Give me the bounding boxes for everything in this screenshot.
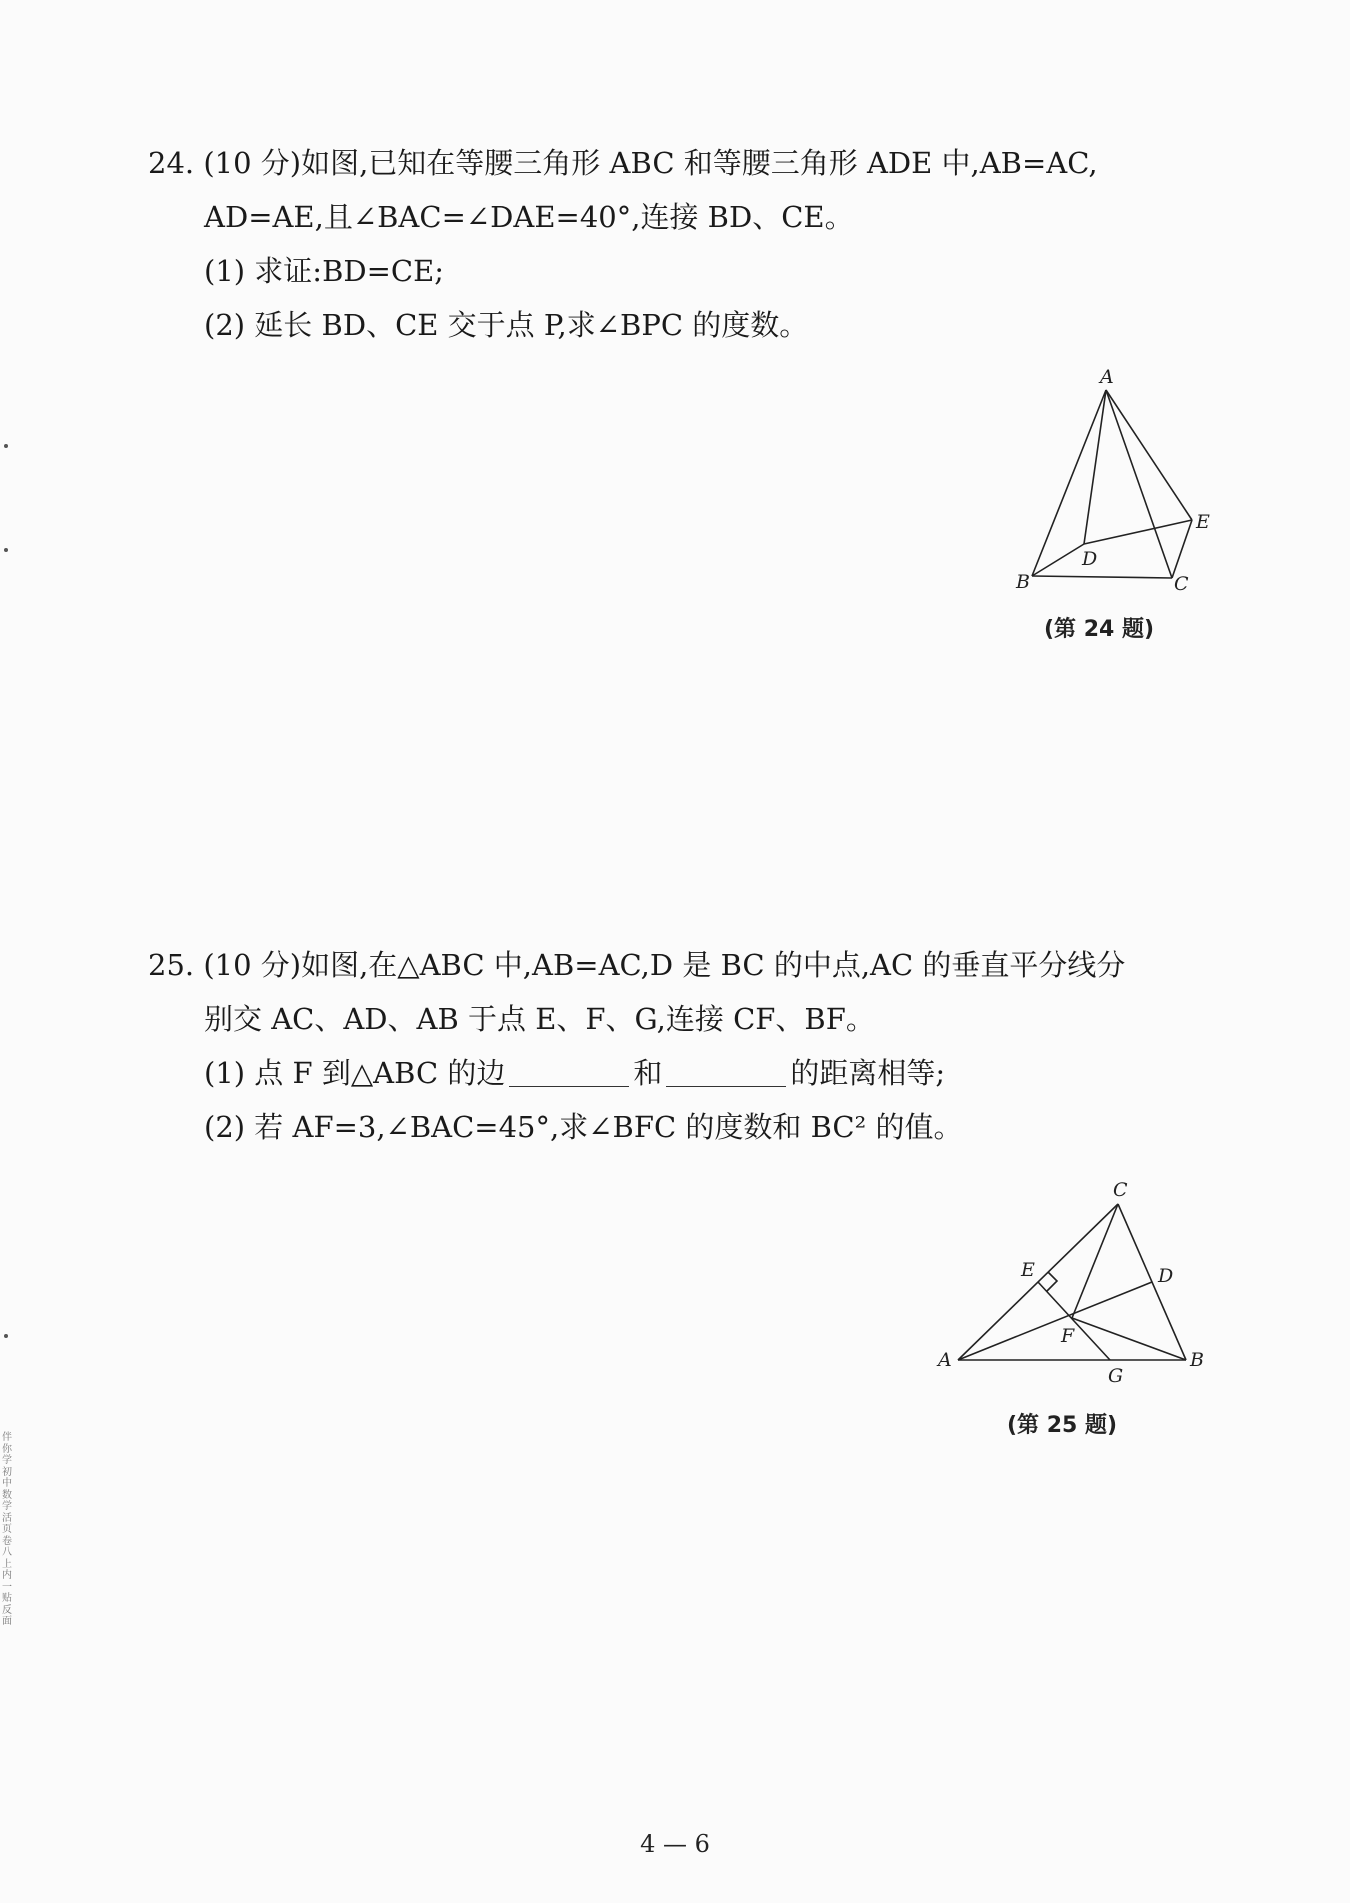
label-B: B bbox=[1190, 1349, 1204, 1371]
problem-24-line-2: AD=AE,且∠BAC=∠DAE=40°,连接 BD、CE。 bbox=[204, 200, 854, 234]
problem-25-part-2: (2) 若 AF=3,∠BAC=45°,求∠BFC 的度数和 BC² 的值。 bbox=[204, 1110, 963, 1144]
figure-25-caption: (第 25 题) bbox=[1007, 1413, 1118, 1438]
page-number: 4 — 6 bbox=[640, 1830, 710, 1858]
label-F: F bbox=[1061, 1325, 1075, 1347]
part-1-text-before: (1) 点 F 到△ABC 的边 bbox=[204, 1056, 506, 1090]
problem-24-line-1: 24. (10 分)如图,已知在等腰三角形 ABC 和等腰三角形 ADE 中,AB=AC, bbox=[148, 146, 1098, 180]
problem-25-line-2: 别交 AC、AD、AB 于点 E、F、G,连接 CF、BF。 bbox=[204, 1002, 875, 1036]
answer-blank-2[interactable] bbox=[666, 1056, 786, 1087]
problem-25-part-1 bbox=[148, 1046, 1228, 1100]
label-C: C bbox=[1113, 1179, 1128, 1201]
label-B: B bbox=[1016, 571, 1030, 593]
label-E: E bbox=[1021, 1259, 1035, 1281]
figure-24-caption: (第 24 题) bbox=[1044, 617, 1155, 642]
problem-25 bbox=[148, 938, 1228, 1154]
part-1-text-middle: 和 bbox=[633, 1056, 663, 1090]
problem-25-line-1: 25. (10 分)如图,在△ABC 中,AB=AC,D 是 BC 的中点,AC 的垂直平分线分 bbox=[148, 948, 1126, 982]
answer-blank-1[interactable] bbox=[509, 1056, 629, 1087]
binding-mark bbox=[4, 1334, 8, 1338]
label-A: A bbox=[1100, 366, 1114, 388]
figure-24-diagram bbox=[1000, 368, 1220, 598]
side-binding-text: 伴你学初中数学活页卷八上内一贴反面 bbox=[2, 1432, 12, 1627]
figure-25-diagram bbox=[930, 1178, 1210, 1398]
figure-25 bbox=[930, 1178, 1210, 1398]
problem-24 bbox=[148, 136, 1228, 352]
label-A: A bbox=[938, 1349, 952, 1371]
part-1-text-after: 的距离相等; bbox=[790, 1056, 946, 1090]
label-D: D bbox=[1082, 548, 1098, 570]
label-E: E bbox=[1196, 511, 1210, 533]
binding-mark bbox=[4, 548, 8, 552]
label-C: C bbox=[1174, 573, 1189, 595]
binding-mark bbox=[4, 444, 8, 448]
problem-24-part-2: (2) 延长 BD、CE 交于点 P,求∠BPC 的度数。 bbox=[204, 308, 809, 342]
label-G: G bbox=[1108, 1365, 1124, 1387]
figure-24 bbox=[1000, 368, 1220, 598]
problem-24-part-1: (1) 求证:BD=CE; bbox=[204, 254, 445, 288]
label-D: D bbox=[1158, 1265, 1174, 1287]
